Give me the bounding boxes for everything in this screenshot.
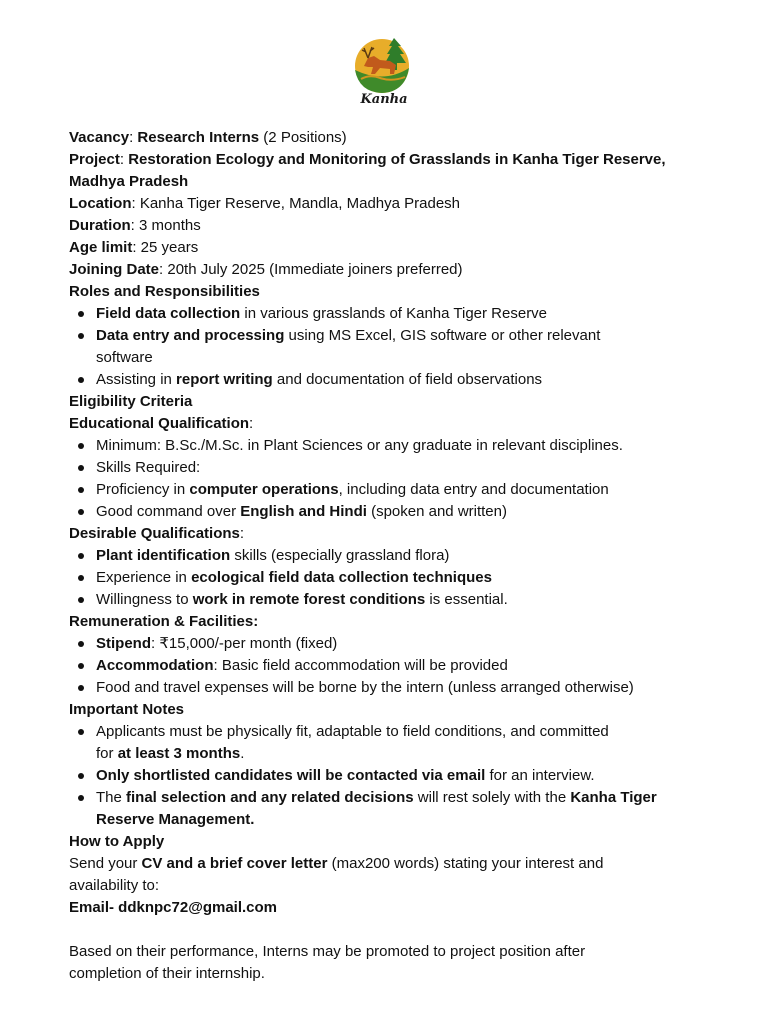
vacancy-extra: (2 Positions) [259,129,347,146]
footer-line-2 [69,963,709,985]
list-item [69,721,709,765]
edu-list [69,435,709,523]
item-text: Food and travel expenses will be borne by the intern (unless arranged otherwise) [96,679,634,696]
item-bold: Data entry and processing [96,327,285,344]
project-label: Project [69,151,120,168]
item-bold: Stipend [96,635,151,652]
item-bold: work in remote forest conditions [192,591,426,608]
list-item [69,765,709,787]
email-address[interactable]: Email- ddknpc72@gmail.com [69,899,278,916]
kanha-logo [350,34,418,112]
vacancy-value: Research Interns [137,129,260,146]
footer-text: Based on their performance, Interns may be promoted to project position after [69,943,586,960]
kanha-emblem-icon [350,34,418,96]
notes-list [69,721,709,831]
age-limit-label: Age limit [69,239,133,256]
item-bold: final selection and any related decisions [126,789,414,806]
item-bold: Plant identification [96,547,231,564]
roles-heading [69,281,709,303]
footer-text: completion of their internship. [69,965,265,982]
desirable-list [69,545,709,611]
vacancy-line: Vacancy: Research Interns (2 Positions) [69,129,347,146]
item-bold: Field data collection [96,305,241,322]
project-value-2: Madhya Pradesh [69,173,189,190]
list-item [69,457,709,479]
item-text: Good command over [96,503,241,520]
desirable-label: Desirable Qualifications [69,525,240,542]
item-text: Skills Required: [96,459,201,476]
project-line-2 [69,171,709,193]
item-bold: Reserve Management. [96,811,255,828]
apply-line-2 [69,875,709,897]
apply-bold: CV and a brief cover letter [141,855,328,872]
project-line: Project: Restoration Ecology and Monitoring of Grasslands in Kanha Tiger Reserve, [69,151,666,168]
item-text: , including data entry and documentation [338,481,609,498]
location-label: Location [69,195,132,212]
list-item [69,677,709,699]
item-text: skills (especially grassland flora) [230,547,450,564]
list-item [69,545,709,567]
item-bold: Only shortlisted candidates will be contacted via email [96,767,486,784]
item-bold: report writing [176,371,273,388]
apply-heading [69,831,709,853]
location-value: : Kanha Tiger Reserve, Mandla, Madhya Pradesh [131,195,461,212]
duration-line [69,215,709,237]
item-text: : ₹15,000/-per month (fixed) [151,635,338,652]
footer-line-1 [69,941,709,963]
item-text: will rest solely with the [413,789,571,806]
edu-qualification-line: Educational Qualification: [69,415,254,432]
item-text: Minimum: B.Sc./M.Sc. in Plant Sciences or any graduate in relevant disciplines. [96,437,623,454]
list-item [69,435,709,457]
item-text: in various grasslands of Kanha Tiger Reserve [240,305,548,322]
remuneration-heading [69,611,709,633]
item-text: using MS Excel, GIS software or other relevant [284,327,601,344]
list-item [69,633,709,655]
list-item [69,325,709,369]
list-item [69,589,709,611]
item-text: : Basic field accommodation will be provided [213,657,508,674]
vacancy-label: Vacancy [69,129,130,146]
logo-text: Kanha [360,92,408,107]
list-item [69,501,709,523]
project-value: Restoration Ecology and Monitoring of Grasslands in Kanha Tiger Reserve, [128,151,666,168]
roles-list [69,303,709,391]
apply-line [69,853,709,875]
job-posting [69,127,709,985]
item-text: . [240,745,245,762]
list-item [69,655,709,677]
item-bold: computer operations [189,481,339,498]
item-text: Experience in [96,569,192,586]
item-text: Applicants must be physically fit, adaptable to field conditions, and committed [96,723,609,740]
item-text: The [96,789,127,806]
notes-heading [69,699,709,721]
desirable-line: Desirable Qualifications: [69,525,245,542]
item-bold: at least 3 months [117,745,241,762]
item-text: Willingness to [96,591,193,608]
item-bold: English and Hindi [240,503,367,520]
apply-text: availability to: [69,877,160,894]
joining-value: : 20th July 2025 (Immediate joiners preferred) [159,261,463,278]
list-item [69,369,709,391]
duration-label: Duration [69,217,131,234]
item-text: Assisting in [96,371,177,388]
item-text: software [96,349,153,366]
item-text: (spoken and written) [366,503,507,520]
roles-heading-text: Roles and Responsibilities [69,283,260,300]
list-item [69,787,709,831]
joining-label: Joining Date [69,261,160,278]
remuneration-list [69,633,709,699]
item-text: Proficiency in [96,481,190,498]
list-item [69,479,709,501]
list-item [69,303,709,325]
edu-label: Educational Qualification [69,415,250,432]
apply-text: Send your [69,855,142,872]
age-limit-line [69,237,709,259]
joining-date-line [69,259,709,281]
apply-text: (max200 words) stating your interest and [327,855,604,872]
spacer [69,919,709,941]
eligibility-heading-text: Eligibility Criteria [69,393,193,410]
item-bold: ecological field data collection techniques [191,569,492,586]
item-text: for [96,745,118,762]
item-bold: Accommodation [96,657,214,674]
eligibility-heading [69,391,709,413]
item-bold: Kanha Tiger [570,789,657,806]
duration-value: : 3 months [130,217,201,234]
location-line [69,193,709,215]
list-item [69,567,709,589]
age-limit-value: : 25 years [132,239,199,256]
email-line[interactable] [69,897,709,919]
item-text: is essential. [425,591,508,608]
item-text: and documentation of field observations [272,371,543,388]
remuneration-heading-text: Remuneration & Facilities: [69,613,259,630]
item-text: for an interview. [485,767,595,784]
notes-heading-text: Important Notes [69,701,185,718]
apply-heading-text: How to Apply [69,833,165,850]
